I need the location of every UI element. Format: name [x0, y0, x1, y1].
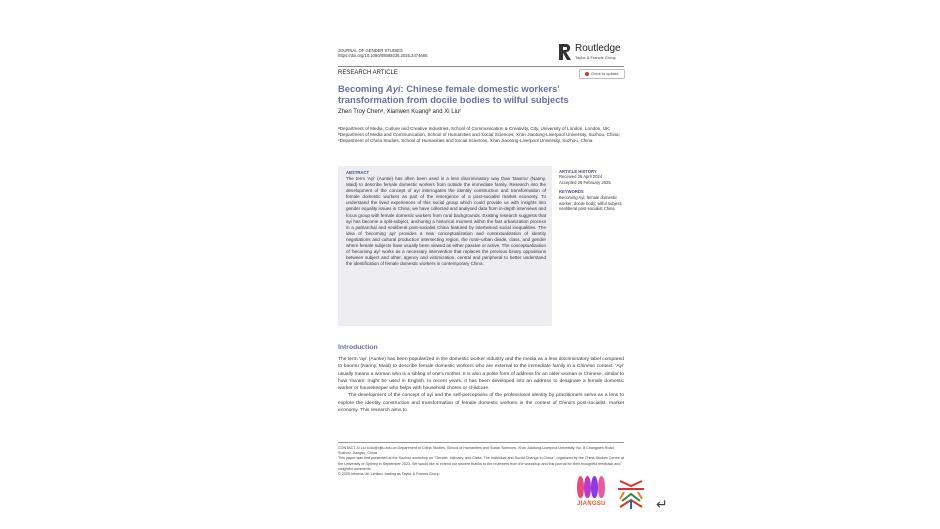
header-rule [338, 66, 624, 67]
accepted-date: Accepted 26 February 2025 [559, 179, 611, 185]
introduction-body [338, 356, 624, 414]
routledge-r-icon [558, 43, 572, 61]
watermark-petal [591, 476, 598, 498]
authors: Zhen Troy Chenᵃ, Xianwen Kuangᵇ and Xi Liuᶜ [338, 109, 462, 115]
article-type: RESEARCH ARTICLE [338, 70, 398, 76]
crossmark-icon [585, 72, 589, 76]
check-updates-label: Check for updates [590, 72, 619, 76]
abstract-text: The term 'Ayi' (Auntie) has often been used in a less discriminatory way than 'Baomu' (Nanny, Maid) to describe female domestic workers from outside the immediate family. Research into the development of the concept of ayi interrogates the identity construction and transformation of female domestic workers as part of the emergence of a post-socialist market economy. To understand the lived experiences of this social group which could provide us with insights into gender equality issues in China, we have collected and analysed data from in-depth interviews and focus group with female domestic workers from rural backgrounds. Existing research suggests that ayi has become a split-subject, anchoring a historical moment within the fast urbanization process in a patriarchal and neoliberal post-socialist China featured by intertwined social inequalities. The idea of 'becoming ayi' provides a new conceptualization and contextualization of identity negotiations and cultural production intersecting region, the rural–urban divide, class, and gender where female subjects have usually been viewed as either passive or active. The conceptualization of 'becoming ayi' works as a necessary intervention that replaces the previous binary oppositions between subject and other, agency and victimization, central and peripheral to better understand the identification of female domestic workers in contemporary China. [346, 176, 546, 267]
intro-paragraph-2: The development of the concept of ayi and the self-perceptions of the professional identity by practitioners serve as a lens to explore the identity construction and transformation of female domestic workers in the context of China's post-socialist, market economy. This research aims to [338, 393, 624, 414]
return-arrow-icon[interactable]: ↵ [656, 496, 668, 512]
affiliations: ᵃDepartment of Media, Culture and Creative Industries, School of Communication & Creativity, City, University of London, London, UK; ᵇDepartment of Media and Communication, School of Humanities and Social Sciences, Xi'an Jiaotong-Liverpool University, Suzhou, China; ᶜDepartment of China Studies, School of Humanities and Social Sciences, Xi'an Jiaotong-Liverpool University, Suzhou, China [338, 126, 620, 144]
check-updates-button[interactable] [579, 69, 625, 79]
jiangsu-watermark [576, 476, 612, 510]
journal-header [338, 48, 427, 58]
abstract-box [338, 166, 552, 326]
footnotes [338, 446, 624, 477]
introduction-heading: Introduction [338, 344, 378, 351]
wen-logo-icon [614, 477, 648, 511]
article-title: Becoming Ayi: Chinese female domestic workers' transformation from docile bodies to wilful subjects [338, 83, 569, 105]
watermark-label: JIANGSU [577, 501, 606, 507]
keywords-heading: KEYWORDS [559, 189, 584, 195]
footer-rule [338, 442, 624, 443]
presentation-note: This paper was first presented at the Suzhou workshop on "Gender, Intimacy, and Class: The Individual and Social Change in China", organized by the China Studies Centre at the University of Sydney in September 2023. We would like to extend our sincere thanks to the reviewers from the workshop and this journal for their thoughtful feedback and insightful comments. [338, 456, 624, 471]
journal-name: JOURNAL OF GENDER STUDIES [338, 48, 403, 53]
received-date: Received 26 April 2024 [559, 174, 603, 179]
paper-page [330, 38, 628, 529]
watermark-petal [598, 476, 605, 498]
copyright: © 2025 Informa UK Limited, trading as Taylor & Francis Group [338, 472, 440, 477]
publisher-subtitle: Taylor & Francis Group [575, 55, 616, 60]
abstract-heading: ABSTRACT [346, 170, 370, 175]
intro-paragraph-1: The term 'ayi' (Auntie) has been popularized in the domestic worker industry and the media as a less discriminatory label compared to baomu (Nanny, Maid) to describe female domestic workers who are external to the immediate family in a Chinese context. 'Ayi' usually means a woman who is a sibling of one's mother. It is also a polite form of address for an older woman in Chinese, similar to how 'ma'am' might be used in English. In recent years, it has been developed into an address to designate a female domestic worker or housekeeper who helps with household chores or childcare. [338, 357, 624, 392]
publisher-logo [558, 42, 622, 64]
article-sidebar [559, 169, 623, 212]
watermark-petal [584, 476, 591, 498]
contact-note: CONTACT Xi Liu xi.liu@xjtlu.edu.cn Department of China Studies, School of Humanities and Social Sciences, Xi'an Jiaotong-Liverpool University, No. 8 Chongwen Road, Suzhou, Jiangsu, China [338, 446, 615, 456]
watermark-petal [577, 476, 584, 498]
journal-doi[interactable]: https://doi.org/10.1080/09589236.2025.2474665 [338, 53, 428, 59]
keywords-text: Becoming Ayi; female domestic worker; docile body; wilful subject; neoliberal post-socialist China [559, 195, 623, 212]
publisher-name: Routledge [575, 43, 621, 54]
history-heading: ARTICLE HISTORY [559, 169, 597, 174]
